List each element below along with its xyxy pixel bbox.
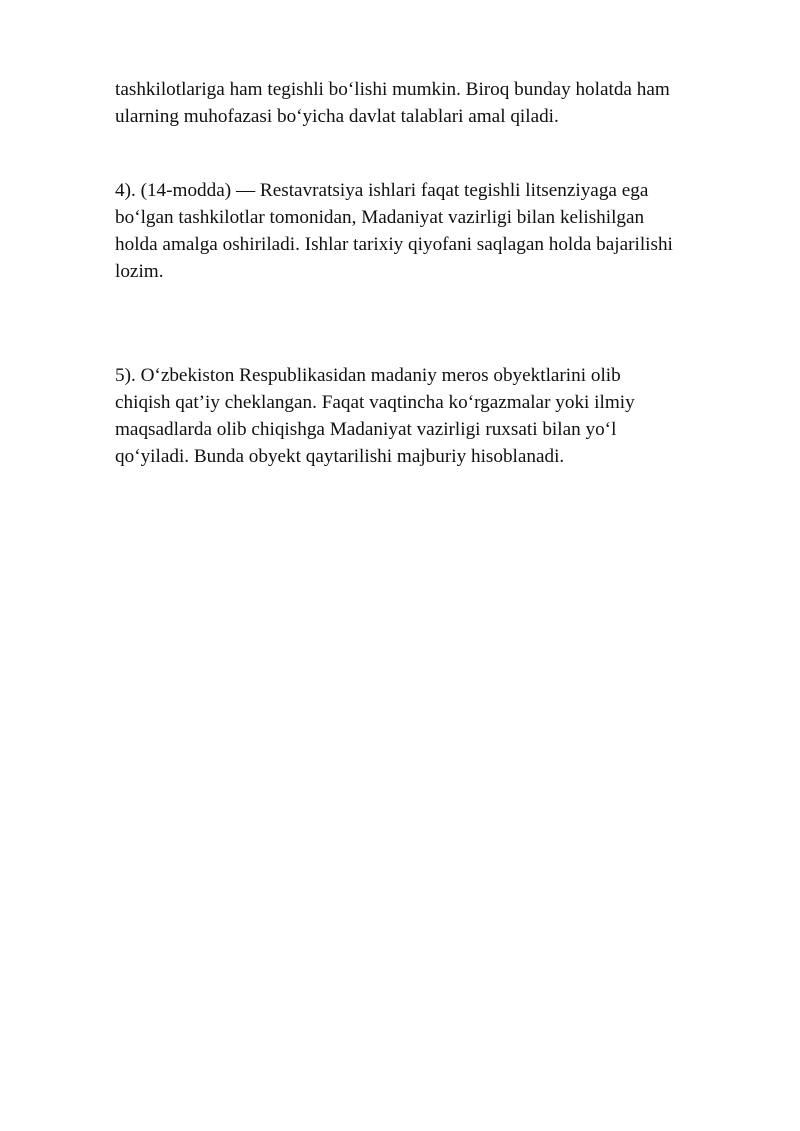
text-line: bo‘lgan tashkilotlar tomonidan, Madaniyat vazirligi bilan kelishilgan (115, 207, 645, 228)
paragraph-continuation (115, 76, 755, 130)
text-line: 4). (14-modda) — Restavratsiya ishlari faqat tegishli litsenziyaga ega (115, 180, 649, 201)
text-line: 5). O‘zbekiston Respublikasidan madaniy meros obyektlarini olib (115, 365, 621, 386)
text-line: tashkilotlariga ham tegishli bo‘lishi mumkin. Biroq bunday holatda ham (115, 79, 670, 100)
text-line: maqsadlarda olib chiqishga Madaniyat vazirligi ruxsati bilan yo‘l (115, 419, 617, 440)
paragraph-item-4 (115, 177, 755, 285)
paragraph-item-5 (115, 362, 755, 470)
text-line: ularning muhofazasi bo‘yicha davlat talablari amal qiladi. (115, 106, 559, 127)
text-line: qo‘yiladi. Bunda obyekt qaytarilishi majburiy hisoblanadi. (115, 446, 565, 467)
text-line: lozim. (115, 261, 164, 282)
text-line: chiqish qat’iy cheklangan. Faqat vaqtincha ko‘rgazmalar yoki ilmiy (115, 392, 635, 413)
text-line: holda amalga oshiriladi. Ishlar tarixiy qiyofani saqlagan holda bajarilishi (115, 234, 673, 255)
